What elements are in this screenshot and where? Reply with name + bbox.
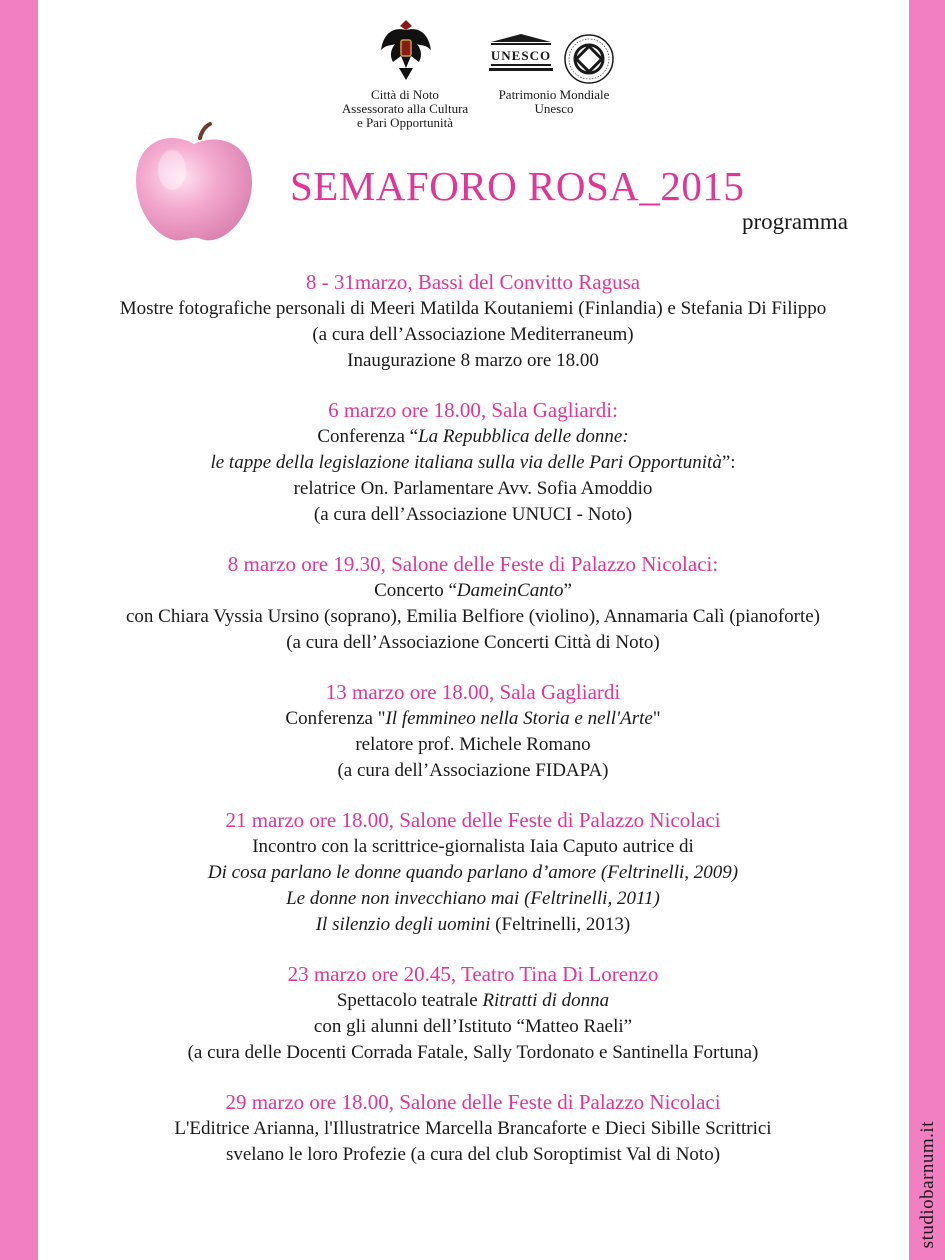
event-heading: 21 marzo ore 18.00, Salone delle Feste di Palazzo Nicolaci <box>225 808 721 832</box>
event-line <box>40 860 906 886</box>
event-heading: 23 marzo ore 20.45, Teatro Tina Di Lorenzo <box>287 962 659 986</box>
event-block <box>40 1088 906 1168</box>
event-line-text: ”: <box>721 452 736 473</box>
event-line <box>40 1142 906 1168</box>
event-line <box>40 758 906 784</box>
event-line <box>40 424 906 450</box>
event-line-text: (a cura dell’Associazione Concerti Città di Noto) <box>286 632 660 653</box>
event-line-text: con Chiara Vyssia Ursino (soprano), Emilia Belfiore (violino), Annamaria Calì (pianoforte) <box>125 606 821 627</box>
event-line-text: (a cura dell’Associazione FIDAPA) <box>337 760 609 781</box>
event-line-text: " <box>652 708 661 729</box>
event-line-italic: Il silenzio degli uomini <box>315 914 491 935</box>
event-line <box>40 578 906 604</box>
event-line <box>40 322 906 348</box>
left-pink-border <box>0 0 38 1260</box>
world-heritage-emblem-icon <box>563 33 615 85</box>
event-block <box>40 550 906 656</box>
event-line-text: (a cura delle Docenti Corrada Fatale, Sally Tordonato e Santinella Fortuna) <box>187 1042 759 1063</box>
side-credit: studiobarnum.it <box>917 1120 938 1248</box>
event-program <box>40 268 906 1190</box>
event-heading: 8 marzo ore 19.30, Salone delle Feste di Palazzo Nicolaci: <box>227 552 719 576</box>
event-block <box>40 806 906 938</box>
event-line <box>40 604 906 630</box>
event-line <box>40 834 906 860</box>
unesco-wordmark: UNESCO <box>490 48 552 63</box>
event-line-italic: DameinCanto <box>456 580 564 601</box>
event-line-text: (a cura dell’Associazione UNUCI - Noto) <box>313 504 633 525</box>
event-block <box>40 678 906 784</box>
event-line-text: relatrice On. Parlamentare Avv. Sofia Amoddio <box>293 478 653 499</box>
event-line <box>40 912 906 938</box>
event-line-italic: le tappe della legislazione italiana sulla via delle Pari Opportunità <box>210 452 722 473</box>
event-block <box>40 396 906 528</box>
event-line-text: Incontro con la scrittrice-giornalista Iaia Caputo autrice di <box>252 836 694 857</box>
event-line <box>40 348 906 374</box>
event-line-text: svelano le loro Profezie (a cura del club Soroptimist Val di Noto) <box>225 1144 721 1165</box>
event-line <box>40 706 906 732</box>
event-line <box>40 1014 906 1040</box>
page-title: SEMAFORO ROSA_2015 <box>290 163 745 209</box>
event-line-text: ” <box>563 580 572 601</box>
event-line-text: con gli alunni dell’Istituto “Matteo Raeli” <box>313 1016 633 1037</box>
event-line-text: Mostre fotografiche personali di Meeri Matilda Koutaniemi (Finlandia) e Stefania Di Filippo <box>119 298 827 319</box>
event-line <box>40 1040 906 1066</box>
event-line <box>40 502 906 528</box>
event-heading: 13 marzo ore 18.00, Sala Gagliardi <box>325 680 621 704</box>
event-heading: 8 - 31marzo, Bassi del Convitto Ragusa <box>305 270 641 294</box>
noto-label: Città di Noto Assessorato alla Cultura e Pari Opportunità <box>341 87 469 130</box>
event-line-text: Concerto “ <box>374 580 457 601</box>
event-line-text: Inaugurazione 8 marzo ore 18.00 <box>347 350 599 371</box>
event-line-text: Conferenza " <box>285 708 386 729</box>
event-heading: 6 marzo ore 18.00, Sala Gagliardi: <box>328 398 618 422</box>
event-line-italic: Le donne non invecchiano mai (Feltrinelli, 2011) <box>286 888 660 909</box>
right-pink-border <box>909 0 945 1260</box>
unesco-label: Patrimonio Mondiale Unesco <box>498 87 610 116</box>
event-line-text: (Feltrinelli, 2013) <box>490 914 631 935</box>
unesco-temple-icon <box>487 32 555 74</box>
event-line <box>40 988 906 1014</box>
event-line-text: Conferenza “ <box>317 426 419 447</box>
event-block <box>40 268 906 374</box>
pink-apple-icon <box>130 122 258 246</box>
page-subtitle: programma <box>742 209 849 234</box>
event-line <box>40 1116 906 1142</box>
event-line-text: relatore prof. Michele Romano <box>355 734 591 755</box>
event-line-italic: Ritratti di donna <box>482 990 610 1011</box>
event-line-text: (a cura dell’Associazione Mediterraneum) <box>312 324 634 345</box>
event-line-italic: Il femmineo nella Storia e nell'Arte <box>385 708 653 729</box>
event-block <box>40 960 906 1066</box>
event-line <box>40 450 906 476</box>
event-line-italic: La Repubblica delle donne: <box>418 426 629 447</box>
event-line <box>40 886 906 912</box>
event-line-italic: Di cosa parlano le donne quando parlano d’amore (Feltrinelli, 2009) <box>207 862 739 883</box>
event-line-text: L'Editrice Arianna, l'Illustratrice Marcella Brancaforte e Dieci Sibille Scrittrici <box>174 1118 772 1139</box>
event-line <box>40 476 906 502</box>
event-line <box>40 732 906 758</box>
event-heading: 29 marzo ore 18.00, Salone delle Feste di Palazzo Nicolaci <box>225 1090 721 1114</box>
event-line <box>40 296 906 322</box>
event-line-text: Spettacolo teatrale <box>336 990 483 1011</box>
noto-eagle-crest-icon <box>381 16 431 82</box>
event-line <box>40 630 906 656</box>
